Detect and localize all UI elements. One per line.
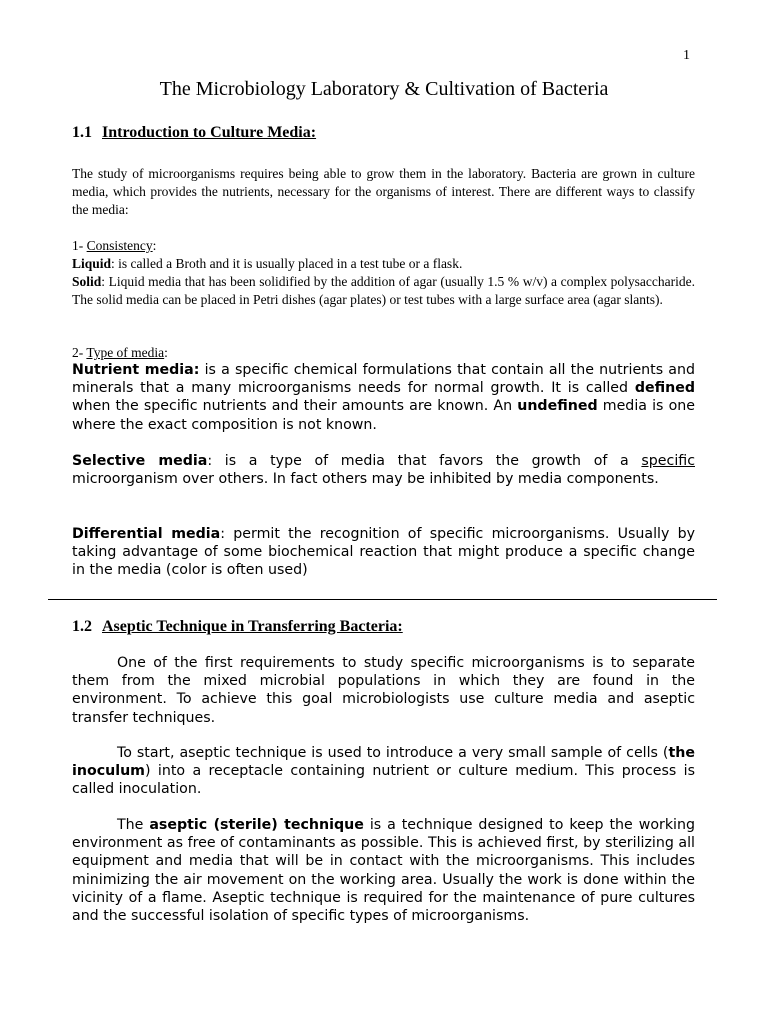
nutrient-media-block bbox=[72, 361, 695, 434]
nutrient-media-paragraph bbox=[72, 361, 695, 434]
inoculum-term: the inoculum bbox=[72, 745, 695, 780]
aseptic-paragraph-1: One of the first requirements to study specific microorganisms is to separate them from the mixed microbial populations in which they are found in the environment. To achieve this goal microbiologists use culture media and aseptic transfer techniques. bbox=[72, 655, 695, 726]
liquid-term: Liquid bbox=[72, 256, 112, 271]
section-divider bbox=[48, 599, 717, 600]
differential-media-block bbox=[72, 525, 695, 580]
paragraph-text: To start, aseptic technique is used to introduce a very small sample of cells ( bbox=[117, 745, 669, 761]
section-1-1-heading bbox=[72, 124, 695, 142]
solid-text: : Liquid media that has been solidified by the addition of agar (usually 1.5 % w/v) a complex polysaccharide. The solid media can be placed in Petri dishes (agar plates) or test tubes with a large surface area (agar slants). bbox=[72, 274, 695, 307]
defined-term: defined bbox=[634, 380, 695, 397]
section-number: 1.2 bbox=[72, 618, 92, 635]
selective-media-term: Selective media bbox=[72, 453, 208, 469]
page-number: 1 bbox=[683, 48, 690, 63]
nutrient-text: media is one where the exact composition is not known. bbox=[72, 398, 695, 433]
paragraph-text: is a technique designed to keep the working environment as free of contaminants as possible. This is achieved first, by sterilizing all equipment and media that will be in contact with the microorganisms. This includes minimizing the air movement on the working area. Usually the work is done within the vicinity of a flame. Aseptic technique is required for the maintenance of pure cultures and the successful isolation of specific types of microorganisms. bbox=[72, 817, 695, 925]
undefined-term: undefined bbox=[517, 398, 598, 415]
aseptic-paragraph-3 bbox=[72, 816, 695, 925]
aseptic-paragraph-2 bbox=[72, 744, 695, 799]
nutrient-text: when the specific nutrients and their amounts are known. An bbox=[72, 398, 518, 415]
nutrient-text: is a specific chemical formulations that contain all the nutrients and minerals that a many microorganisms needs for normal growth. It is called bbox=[72, 362, 695, 397]
list-number: 1- bbox=[72, 238, 87, 253]
section-1-2-heading bbox=[72, 618, 695, 636]
type-of-media-heading-block bbox=[72, 344, 695, 362]
consistency-heading bbox=[72, 237, 695, 255]
specific-word: specific bbox=[641, 453, 695, 469]
differential-media-term: Differential media bbox=[72, 526, 221, 542]
solid-term: Solid bbox=[72, 274, 102, 289]
differential-media-paragraph bbox=[72, 525, 695, 580]
section-1-1 bbox=[72, 124, 695, 142]
selective-media-block bbox=[72, 452, 695, 488]
section-title: Aseptic Technique in Transferring Bacteria: bbox=[102, 618, 403, 635]
selective-media-paragraph bbox=[72, 452, 695, 488]
selective-text: microorganism over others. In fact others may be inhibited by media components. bbox=[72, 471, 659, 488]
colon: : bbox=[164, 345, 168, 360]
type-of-media-heading bbox=[72, 344, 695, 362]
paragraph-text: The bbox=[117, 817, 150, 833]
intro-paragraph: The study of microorganisms requires being able to grow them in the laboratory. Bacteria are grown in culture media, which provides the nutrients, necessary for the organisms of interest. There are different ways to classify the media: bbox=[72, 166, 695, 217]
consistency-block bbox=[72, 237, 695, 309]
consistency-label: Consistency bbox=[86, 238, 153, 253]
list-number: 2- bbox=[72, 345, 87, 360]
section-1-2 bbox=[72, 618, 695, 636]
nutrient-media-term: Nutrient media: bbox=[72, 362, 200, 378]
colon: : bbox=[152, 238, 157, 253]
liquid-text: : is called a Broth and it is usually placed in a test tube or a flask. bbox=[111, 256, 463, 271]
selective-text: : is a type of media that favors the growth of a bbox=[207, 453, 642, 469]
differential-text: : permit the recognition of specific microorganisms. Usually by taking advantage of some biochemical reaction that might produce a specific change in the media (color is often used) bbox=[72, 526, 696, 579]
aseptic-technique-term: aseptic (sterile) technique bbox=[149, 817, 364, 833]
paragraph-text: ) into a receptacle containing nutrient or culture medium. This process is called inoculation. bbox=[72, 763, 695, 798]
section-number: 1.1 bbox=[72, 124, 92, 141]
solid-definition bbox=[72, 273, 695, 309]
document-title: The Microbiology Laboratory & Cultivation of Bacteria bbox=[159, 78, 609, 100]
section-title: Introduction to Culture Media: bbox=[102, 124, 317, 141]
type-of-media-label: Type of media bbox=[86, 345, 165, 360]
liquid-definition bbox=[72, 255, 695, 273]
